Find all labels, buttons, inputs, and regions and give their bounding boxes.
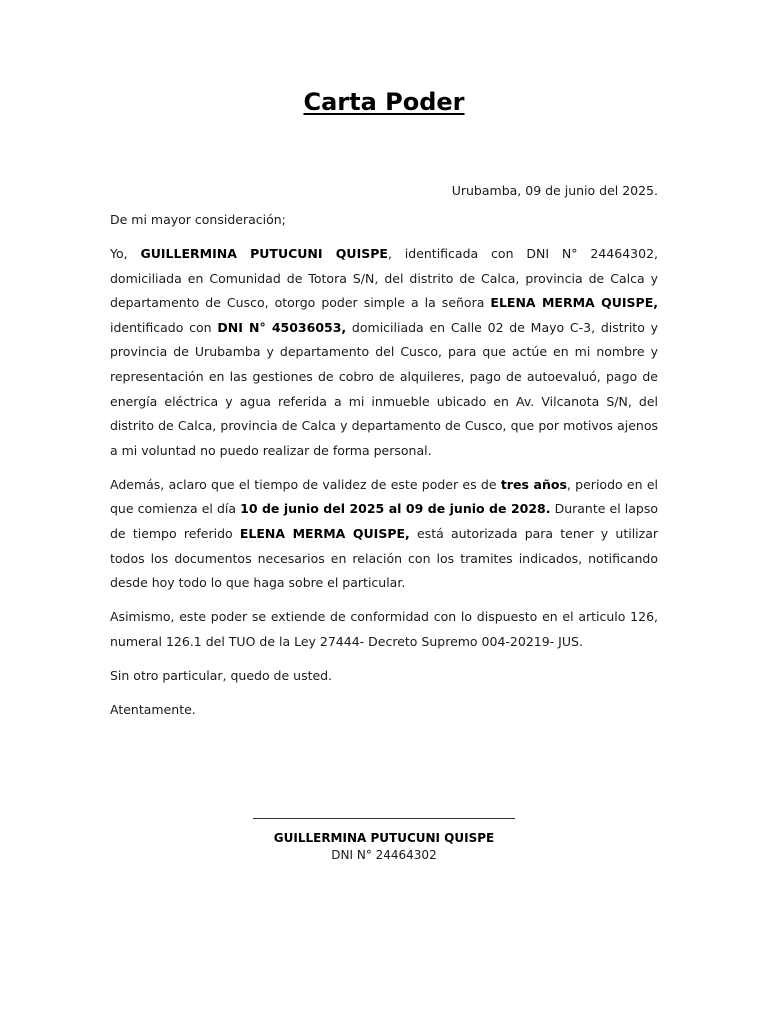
text-segment: Yo, bbox=[110, 245, 141, 261]
paragraph-farewell: Sin otro particular, quedo de usted. bbox=[110, 667, 333, 683]
attorney-name: ELENA MERMA QUISPE, bbox=[490, 295, 658, 311]
grantor-name: GUILLERMINA PUTUCUNI QUISPE bbox=[140, 245, 388, 261]
text-segment: , identificada con DNI N° 24464302, domiciliada en Comunidad de Totora S/N, del distrito de Calca, provincia de Calca y departamento de Cusco, otorgo poder simple a la señora bbox=[110, 245, 658, 311]
text-segment: identificado con bbox=[110, 319, 218, 335]
closing: Atentamente. bbox=[110, 701, 196, 717]
text-segment: domiciliada en Calle 02 de Mayo C-3, distrito y provincia de Urubamba y departamento del Cusco, para que actúe en mi nombre y representación en las gestiones de cobro de alquileres, pago de autoevaluó, pago de energía eléctrica y agua referida a mi inmueble ubicado en Av. Vilcanota S/N, del distrito de Calca, provincia de Calca y departamento de Cusco, que por motivos ajenos a mi voluntad no puedo realizar de forma personal. bbox=[110, 319, 658, 458]
attorney-dni: DNI N° 45036053, bbox=[217, 319, 347, 335]
paragraph-legal-basis: Asimismo, este poder se extiende de conformidad con lo dispuesto en el articulo 126, numeral 126.1 del TUO de la Ley 27444- Decreto Supremo 004-20219- JUS. bbox=[110, 609, 658, 649]
text-segment: Durante el lapso de tiempo referido bbox=[110, 501, 658, 541]
attorney-name: ELENA MERMA QUISPE, bbox=[239, 525, 410, 541]
signature-line bbox=[253, 818, 515, 819]
validity-period: 10 de junio del 2025 al 09 de junio de 2028. bbox=[240, 501, 551, 517]
letter-body bbox=[110, 208, 658, 732]
paragraph-grant bbox=[110, 242, 658, 463]
text-segment: Además, aclaro que el tiempo de validez de este poder es de bbox=[110, 476, 501, 492]
text-segment: está autorizada para tener y utilizar todos los documentos necesarios en relación con los tramites indicados, notificando desde hoy todo lo que haga sobre el particular. bbox=[110, 525, 659, 591]
paragraph-validity bbox=[110, 473, 658, 596]
validity-duration: tres años bbox=[500, 476, 567, 492]
signatory-name: GUILLERMINA PUTUCUNI QUISPE bbox=[273, 831, 495, 845]
date-line: Urubamba, 09 de junio del 2025. bbox=[451, 183, 658, 198]
greeting: De mi mayor consideración; bbox=[110, 212, 286, 227]
document-title: Carta Poder bbox=[303, 88, 465, 116]
signatory-dni: DNI N° 24464302 bbox=[331, 848, 437, 862]
text-segment: , periodo en el que comienza el día bbox=[110, 476, 658, 517]
